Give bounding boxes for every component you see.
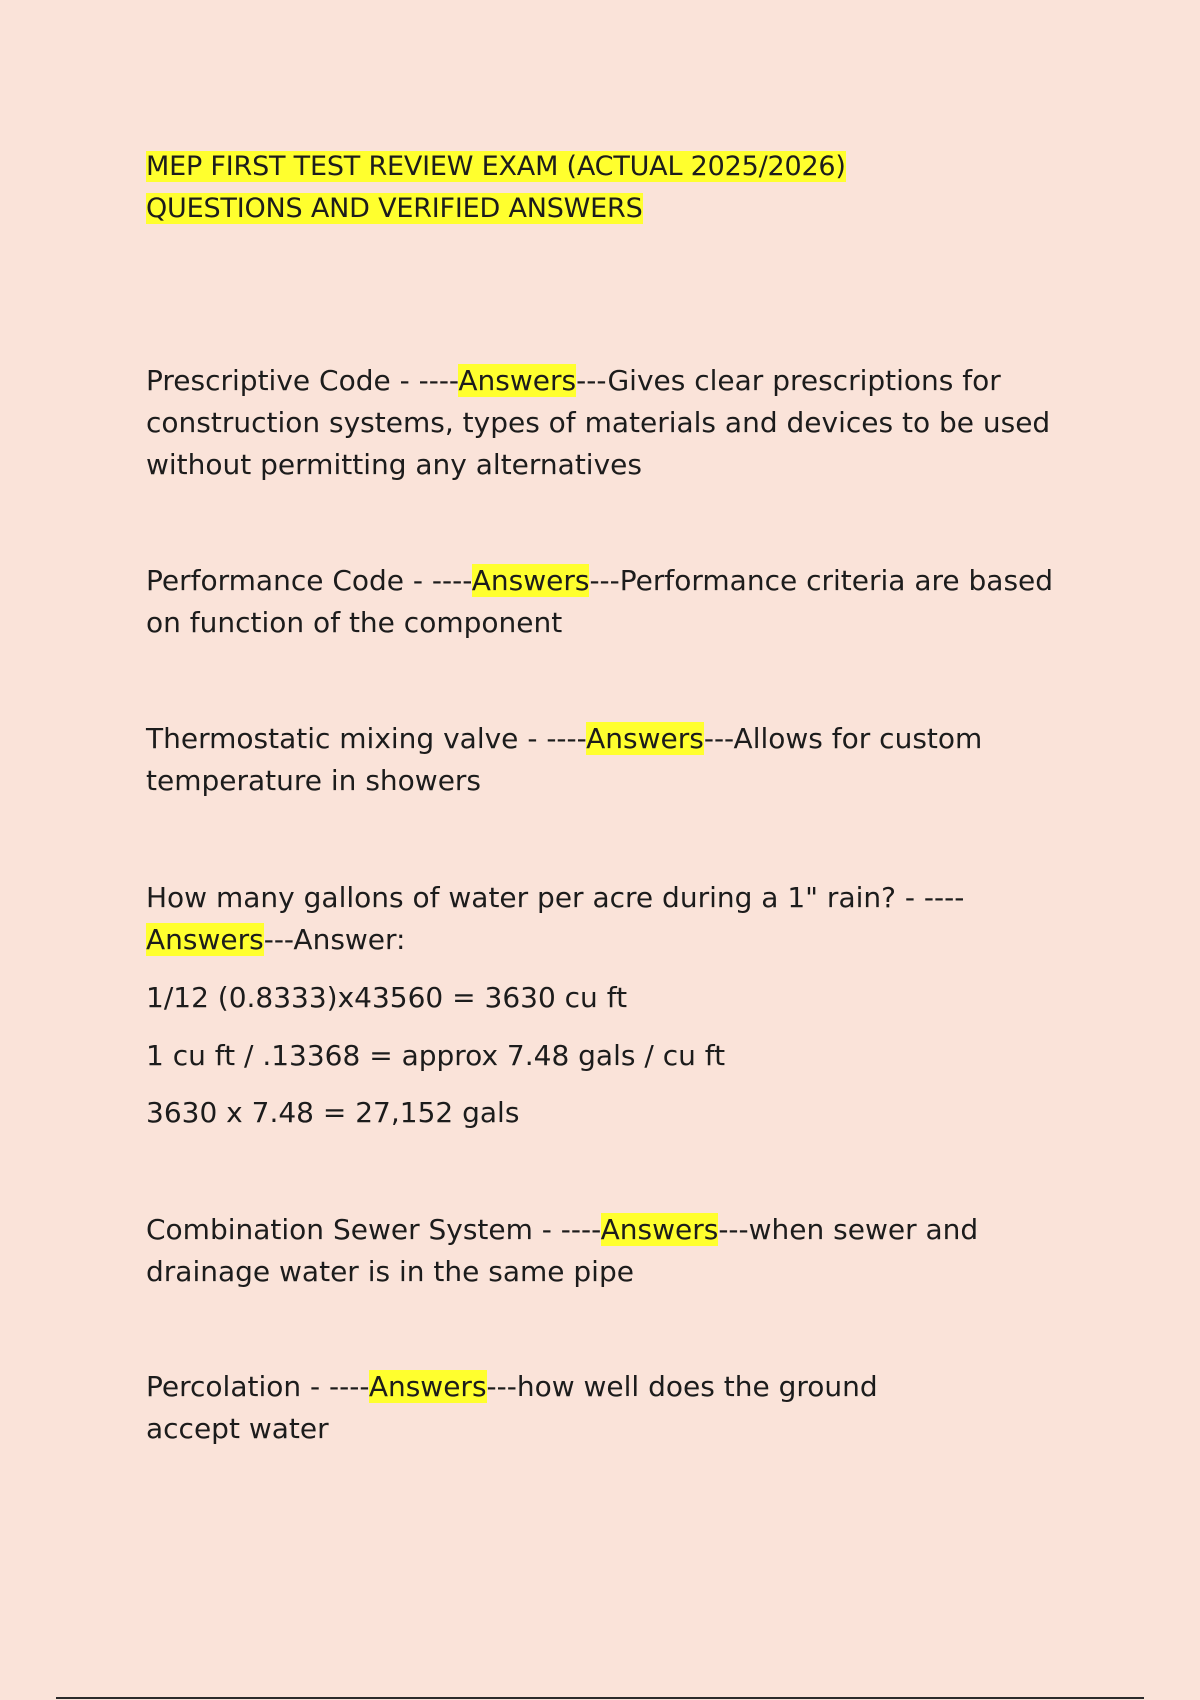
- entry-answer: Gives clear prescriptions for construction systems, types of materials and devices to be used without permitting any alternatives: [146, 364, 1051, 481]
- entry-separator: - ----: [301, 1370, 369, 1403]
- entry-answer: how well does the ground accept water: [146, 1370, 878, 1445]
- calculation-line-2: 1 cu ft / .13368 = approx 7.48 gals / cu ft: [146, 1039, 726, 1072]
- qa-entry-gallons-per-acre: [146, 877, 1016, 961]
- document-title: [146, 146, 1106, 230]
- entry-answer: when sewer and drainage water is in the same pipe: [146, 1213, 979, 1288]
- answers-marker: Answers: [600, 1213, 719, 1246]
- entry-term: Percolation: [146, 1370, 302, 1403]
- title-line-2: QUESTIONS AND VERIFIED ANSWERS: [146, 193, 643, 224]
- answers-marker: Answers: [458, 364, 577, 397]
- entry-dashes: ---: [718, 1213, 749, 1246]
- entry-separator: - ----: [895, 881, 964, 914]
- entry-term: Performance Code: [146, 564, 405, 597]
- entry-answer: Allows for custom temperature in showers: [146, 722, 983, 797]
- qa-entry-combination-sewer-system: [146, 1209, 1076, 1293]
- footer-divider: [56, 1697, 1144, 1699]
- entry-answer: Performance criteria are based on function of the component: [146, 564, 1054, 639]
- qa-entry-performance-code: [146, 560, 1076, 644]
- entry-separator: - ----: [390, 364, 459, 397]
- answers-marker: Answers: [471, 564, 590, 597]
- entry-term: Combination Sewer System: [146, 1213, 533, 1246]
- entry-dashes: ---: [589, 564, 620, 597]
- entry-term: How many gallons of water per acre during a 1" rain?: [146, 881, 896, 914]
- entry-answer: Answer:: [293, 923, 406, 956]
- entry-dashes: ---: [486, 1370, 517, 1403]
- entry-separator: - ----: [518, 722, 587, 755]
- entry-separator: - ----: [404, 564, 472, 597]
- calculation-line-3: 3630 x 7.48 = 27,152 gals: [146, 1096, 520, 1129]
- qa-entry-thermostatic-mixing-valve: [146, 718, 1076, 802]
- entry-separator: - ----: [532, 1213, 601, 1246]
- answers-marker: Answers: [368, 1370, 487, 1403]
- entry-term: Thermostatic mixing valve: [146, 722, 519, 755]
- entry-dashes: ---: [576, 364, 608, 397]
- answers-marker: Answers: [146, 923, 264, 956]
- title-line-1: MEP FIRST TEST REVIEW EXAM (ACTUAL 2025/2026): [146, 151, 846, 182]
- entry-term: Prescriptive Code: [146, 364, 391, 397]
- entry-dashes: ---: [703, 722, 734, 755]
- qa-entry-prescriptive-code: [146, 360, 1076, 486]
- answers-marker: Answers: [586, 722, 704, 755]
- calculation-line-1: 1/12 (0.8333)x43560 = 3630 cu ft: [146, 981, 628, 1014]
- entry-dashes: ---: [263, 923, 294, 956]
- qa-entry-percolation: [146, 1366, 976, 1450]
